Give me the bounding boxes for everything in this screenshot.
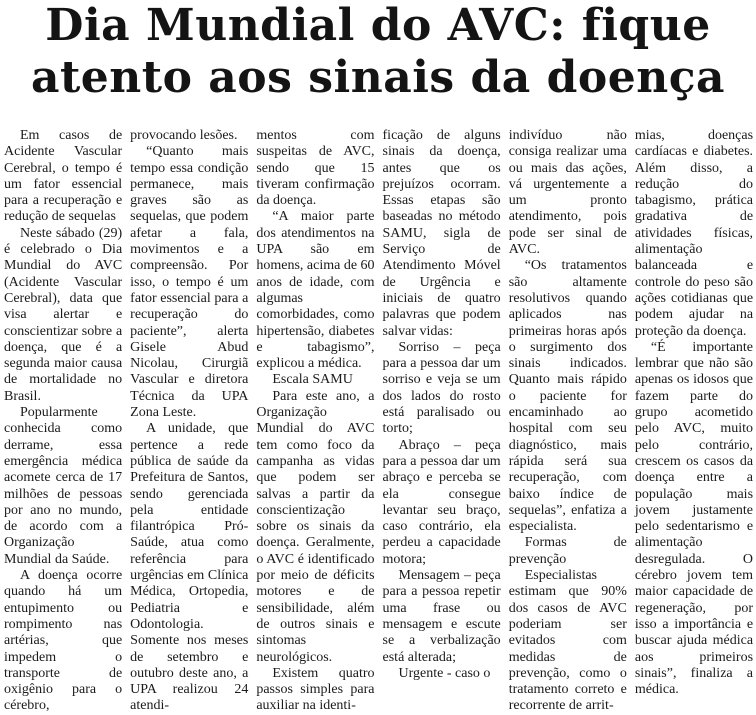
paragraph: A unidade, que pertence a rede pública de saúde da Prefeitura de Santos, sendo gerenciada pela entidade filantrópica Pró-Saúde, atua como referência para urgências em Clínica Médica, Ortopedia, Pediatria e Odontologia. Somente nos meses de setembro e outubro deste ano, a UPA realizou 24 atendi- — [130, 421, 249, 714]
samu-step-abraco: Abraço – peça para a pessoa dar um abraço e perceba se ela consegue levantar seu braço, caso contrário, ela perdeu a capacidade motora; — [382, 437, 501, 567]
headline-line-1: Dia Mundial do AVC: fique — [45, 0, 711, 51]
paragraph-continuation: mentos com suspeitas de AVC, sendo que 15 tiveram confirmação da doença. — [256, 128, 375, 209]
article-headline — [0, 0, 756, 104]
column-1 — [4, 128, 123, 714]
quote-paragraph: “A maior parte dos atendimentos na UPA são em homens, acima de 60 anos de idade, com algumas comorbidades, como hipertensão, diabetes e tabagismo”, explicou a médica. — [256, 209, 375, 372]
section-subheading: Escala SAMU — [272, 372, 353, 388]
article-body — [4, 128, 754, 714]
column-3 — [256, 128, 375, 714]
paragraph-continuation: indivíduo não consiga realizar uma ou mais das ações, vá urgentemente a um pronto atendimento, pois pode ser sinal de AVC. — [508, 128, 627, 258]
paragraph: A doença ocorre quando há um entupimento ou rompimento nas artérias, que impedem o transporte de oxigênio para o cérebro, — [4, 568, 123, 714]
paragraph: Neste sábado (29) é celebrado o Dia Mundial do AVC (Acidente Vascular Cerebral), data que visa alertar e conscientizar sobre a doença, que é a segunda maior causa de mortalidade no Brasil. — [4, 225, 123, 404]
samu-step-mensagem: Mensagem – peça para a pessoa repetir uma frase ou mensagem e escute se a verbalização está alterada; — [382, 568, 501, 665]
column-2 — [130, 128, 249, 714]
samu-step-sorriso: Sorriso – peça para a pessoa dar um sorriso e veja se um dos lados do rosto está paralisado ou torto; — [382, 339, 501, 437]
paragraph-continuation: provocando lesões. — [130, 128, 238, 143]
paragraph-continuation: mias, doenças cardíacas e diabetes. Além disso, a redução do tabagismo, prática gradativa de atividades físicas, alimentação balanceada e controle do peso são ações cotidianas que podem ajudar na proteção da doença. — [634, 128, 754, 339]
quote-paragraph: “Os tratamentos são altamente resolutivos quando aplicados nas primeiras horas após o surgimento dos sinais indicados. Quanto mais rápido o paciente for encaminhado ao hospital com seu diagnóstico, mais rápida será sua recuperação, com baixo índice de sequelas”, enfatiza a especialista. — [508, 258, 627, 535]
column-4 — [382, 128, 501, 681]
samu-step-urgente: Urgente - caso o — [398, 665, 491, 681]
column-5 — [508, 128, 627, 714]
paragraph: Popularmente conhecida como derrame, essa emergência médica acomete cerca de 17 milhões de pessoas por ano no mundo, de acordo com a Organização Mundial da Saúde. — [4, 405, 123, 567]
paragraph-continuation: ficação de alguns sinais da doença, antes que os prejuízos ocorram. Essas etapas são baseadas no método SAMU, sigla de Serviço de Atendimento Móvel de Urgência e iniciais de quatro palavras que podem salvar vidas: — [382, 128, 501, 339]
headline-line-2: atento aos sinais da doença — [30, 52, 726, 103]
quote-paragraph: “Quanto mais tempo essa condição permanece, mais graves são as sequelas, que podem afetar a fala, movimentos e a compreensão. Por isso, o tempo é um fator essencial para a recuperação do paciente”, alerta Gisele Abud Nicolau, Cirurgiã Vascular e diretora Técnica da UPA Zona Leste. — [130, 144, 249, 421]
column-6 — [634, 128, 754, 698]
paragraph: Existem quatro passos simples para auxiliar na identi- — [256, 665, 375, 714]
paragraph: Para este ano, a Organização Mundial do AVC tem como foco da campanha as vidas que podem ser salvas a partir da conscientização sobre os sinais da doença. Geralmente, o AVC é identificado por meio de déficits motores e de sensibilidade, além de outros sinais e sintomas neurológicos. — [256, 388, 375, 665]
paragraph-subtitle: Em casos de Acidente Vascular Cerebral, o tempo é um fator essencial para a recuperação e redução de sequelas — [4, 128, 123, 225]
paragraph: Especialistas estimam que 90% dos casos de AVC poderiam ser evitados com medidas de prevenção, como o tratamento correto e recorrente de arrit- — [508, 568, 627, 714]
section-subheading: Formas de prevenção — [508, 535, 627, 567]
quote-paragraph: “É importante lembrar que não são apenas os idosos que fazem parte do grupo acometido pelo AVC, muito pelo contrário, crescem os casos da doença entre a população mais jovem justamente pelo sedentarismo e alimentação desregulada. O cérebro jovem tem maior capacidade de regeneração, por isso a importância e buscar ajuda médica aos primeiros sinais”, finaliza a médica. — [634, 339, 754, 698]
